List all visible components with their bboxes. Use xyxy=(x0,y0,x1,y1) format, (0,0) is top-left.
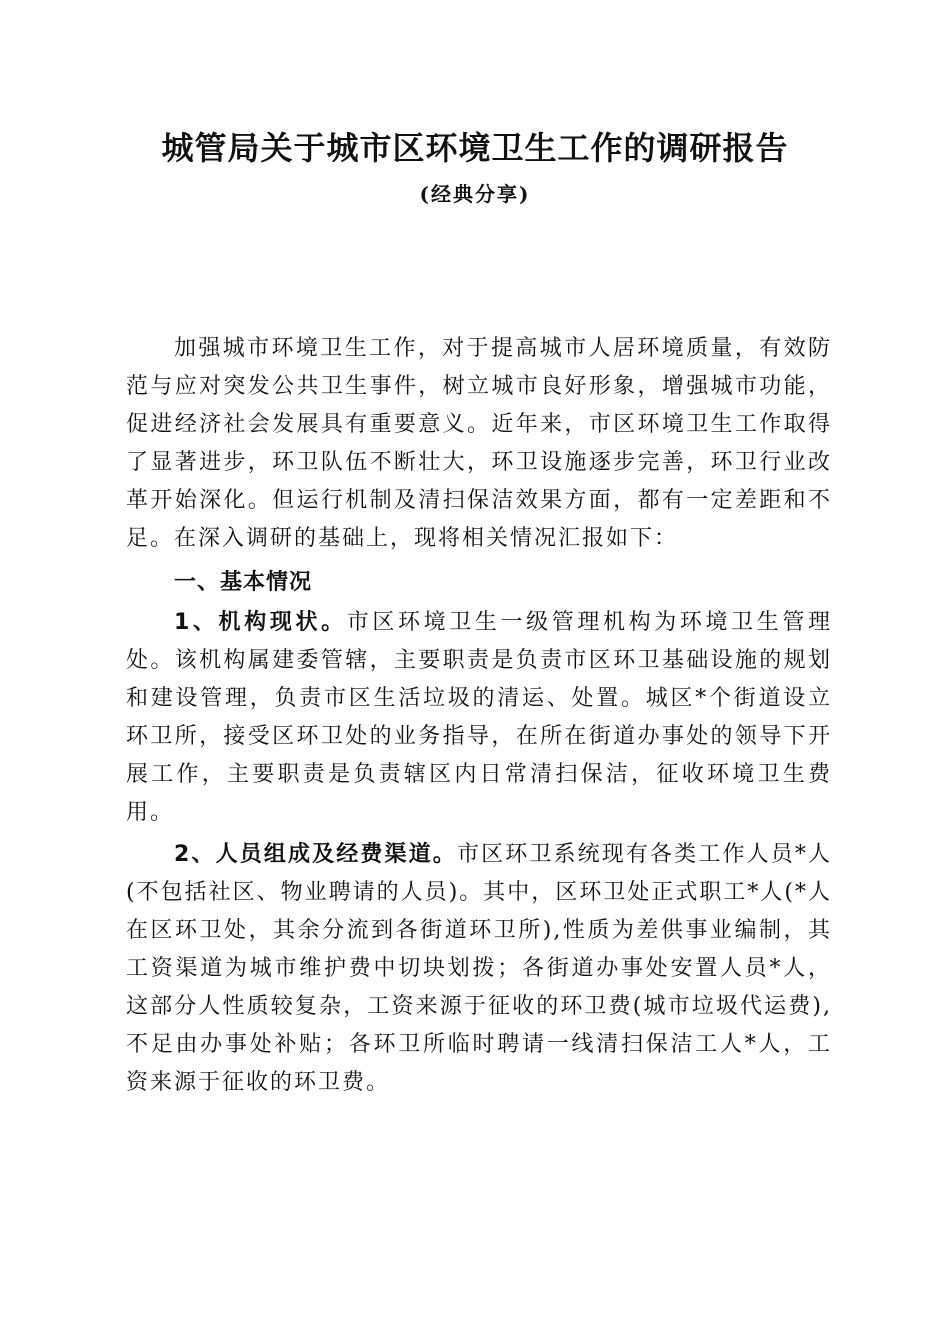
document-body xyxy=(126,330,832,1102)
item-2-text: 市区环卫系统现有各类工作人员*人(不包括社区、物业聘请的人员)。其中，区环卫处正式职工*人(*人在区环卫处，其余分流到各街道环卫所),性质为差供事业编制，其工资渠道为城市维护费中切块划拨；各街道办事处安置人员*人，这部分人性质较复杂，工资来源于征收的环卫费(城市垃圾代运费),不足由办事处补贴；各环卫所临时聘请一线清扫保洁工人*人，工资来源于征收的环卫费。 xyxy=(126,842,832,1095)
item-1-lead: 1、机构现状。 xyxy=(174,610,347,635)
intro-paragraph: 加强城市环境卫生工作，对于提高城市人居环境质量，有效防范与应对突发公共卫生事件，树立城市良好形象，增强城市功能，促进经济社会发展具有重要意义。近年来，市区环境卫生工作取得了显著进步，环卫队伍不断壮大，环卫设施逐步完善，环卫行业改革开始深化。但运行机制及清扫保洁效果方面，都有一定差距和不足。在深入调研的基础上，现将相关情况汇报如下： xyxy=(126,336,832,551)
item-1-text: 市区环境卫生一级管理机构为环境卫生管理处。该机构属建委管辖，主要职责是负责市区环卫基础设施的规划和建设管理，负责市区生活垃圾的清运、处置。城区*个街道设立环卫所，接受区环卫处的业务指导，在所在街道办事处的领导下开展工作，主要职责是负责辖区内日常清扫保洁，征收环境卫生费用。 xyxy=(126,610,832,825)
document-title: 城管局关于城市区环境卫生工作的调研报告 xyxy=(161,129,789,167)
item-2-paragraph xyxy=(126,836,832,1102)
section-heading-basic-situation: 一、基本情况 xyxy=(174,570,313,595)
item-2-lead: 2、人员组成及经费渠道。 xyxy=(174,842,457,867)
item-1-paragraph xyxy=(126,604,832,832)
document-subtitle: (经典分享) xyxy=(419,182,531,206)
